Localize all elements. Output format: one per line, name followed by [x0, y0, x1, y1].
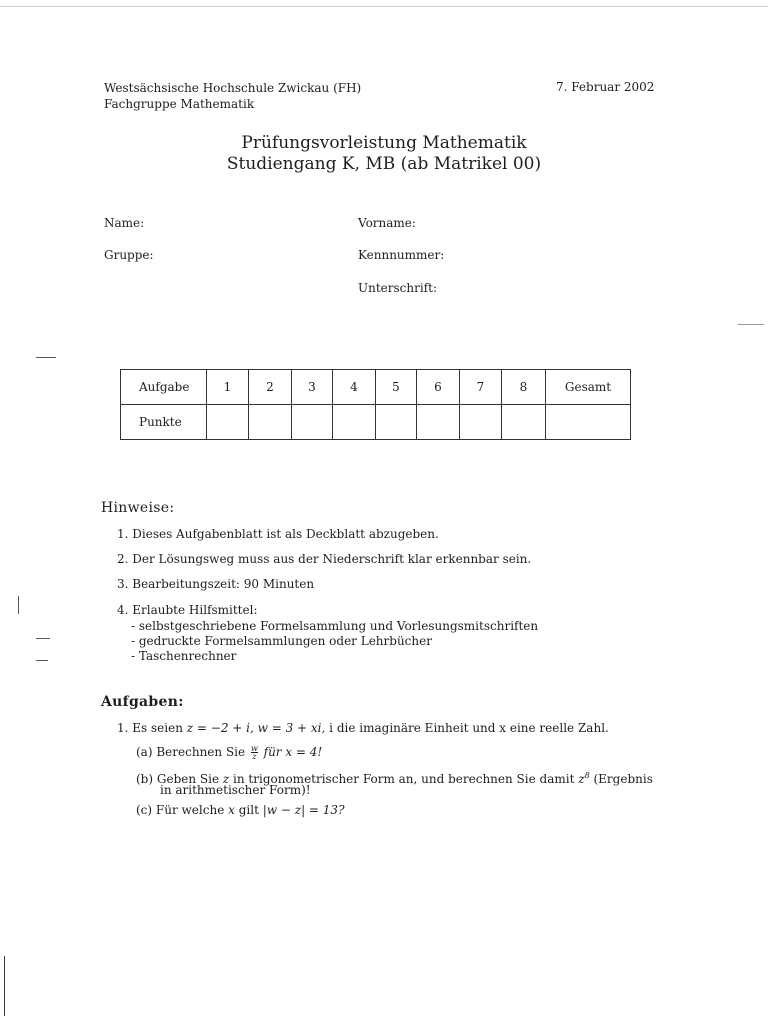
math-power: [578, 772, 589, 786]
list-item: 1. Dieses Aufgabenblatt ist als Deckblatt abzugeben.: [117, 527, 439, 541]
score-table-cell: 2: [249, 370, 292, 405]
score-table-cell: 1: [207, 370, 249, 405]
score-table-cell: 8: [502, 370, 546, 405]
task-text: Berechnen Sie: [156, 745, 246, 759]
points-cell[interactable]: [249, 405, 292, 440]
score-table-cell: 6: [417, 370, 460, 405]
score-table-cell: 5: [376, 370, 417, 405]
institution-block: [104, 80, 361, 112]
task-text: i die imaginäre Einheit und x eine reelle Zahl.: [329, 721, 609, 735]
points-cell[interactable]: [460, 405, 502, 440]
task-text: gilt: [238, 803, 259, 817]
hinweise-heading: Hinweise:: [101, 500, 175, 516]
points-cell[interactable]: [333, 405, 376, 440]
math-variable: z: [222, 772, 230, 786]
sub-list-item: - gedruckte Formelsammlungen oder Lehrbücher: [131, 634, 432, 648]
scan-mark: [36, 638, 50, 639]
kennnummer-field-label: Kennnummer:: [358, 248, 445, 262]
list-item: 3. Bearbeitungszeit: 90 Minuten: [117, 577, 315, 591]
task-text: Es seien: [132, 721, 183, 735]
subtask-label: (a): [136, 745, 153, 759]
points-cell[interactable]: [292, 405, 333, 440]
task-text: (Ergebnis: [593, 772, 653, 786]
fraction-numerator: w: [250, 744, 258, 753]
unterschrift-field-label: Unterschrift:: [358, 281, 437, 295]
power-base: z: [578, 772, 585, 786]
scan-mark: [18, 596, 19, 614]
task-text: Geben Sie: [156, 772, 220, 786]
exam-date: 7. Februar 2002: [556, 80, 655, 94]
task-text: in trigonometrischer Form an, und berechnen Sie damit: [233, 772, 575, 786]
name-field-label: Name:: [104, 216, 145, 230]
score-table-cell: Gesamt: [546, 370, 631, 405]
score-table-points-row: [121, 405, 631, 440]
score-table-cell: 7: [460, 370, 502, 405]
points-cell[interactable]: [546, 405, 631, 440]
math-expression: |w − z| = 13?: [262, 803, 345, 817]
task-number: 1.: [117, 721, 129, 735]
points-cell[interactable]: [417, 405, 460, 440]
list-item: 2. Der Lösungsweg muss aus der Niederschrift klar erkennbar sein.: [117, 552, 532, 566]
fraction-denominator: z: [252, 752, 257, 761]
list-item: 4. Erlaubte Hilfsmittel:: [117, 603, 258, 617]
math-expression: w = 3 + xi,: [257, 721, 326, 735]
gruppe-field-label: Gruppe:: [104, 248, 154, 262]
scan-left-edge: [4, 956, 5, 1016]
points-cell[interactable]: [376, 405, 417, 440]
task-1a: [136, 745, 322, 760]
math-variable: x: [228, 803, 235, 817]
page-subtitle: Studiengang K, MB (ab Matrikel 00): [226, 154, 542, 174]
page-title: Prüfungsvorleistung Mathematik: [241, 133, 527, 153]
score-table-cell: Aufgabe: [121, 370, 207, 405]
score-table-cell: Punkte: [121, 405, 207, 440]
vorname-field-label: Vorname:: [358, 216, 416, 230]
subtask-label: (b): [136, 772, 154, 786]
points-cell[interactable]: [502, 405, 546, 440]
task-1b-line2: in arithmetischer Form)!: [160, 783, 311, 797]
department-name: Fachgruppe Mathematik: [104, 97, 255, 111]
sub-list-item: - selbstgeschriebene Formelsammlung und Vorlesungsmitschriften: [131, 619, 539, 633]
task-text: für x = 4!: [263, 745, 323, 759]
score-table-cell: 4: [333, 370, 376, 405]
scan-mark: [738, 324, 764, 325]
score-table: [120, 369, 631, 440]
score-table-cell: 3: [292, 370, 333, 405]
scan-mark: [36, 357, 56, 358]
task-1-intro: [117, 721, 609, 736]
aufgaben-heading: Aufgaben:: [101, 694, 184, 710]
scan-top-line: [0, 6, 768, 7]
fraction: [251, 745, 258, 760]
points-cell[interactable]: [207, 405, 249, 440]
score-table-header-row: [121, 370, 631, 405]
subtask-label: (c): [136, 803, 153, 817]
institution-name: Westsächsische Hochschule Zwickau (FH): [104, 81, 362, 95]
sub-list-item: - Taschenrechner: [131, 649, 237, 663]
power-exponent: 8: [584, 771, 590, 780]
math-expression: z = −2 + i,: [186, 721, 254, 735]
scan-mark: [36, 660, 48, 661]
task-1c: [136, 803, 345, 818]
task-text: Für welche: [155, 803, 225, 817]
